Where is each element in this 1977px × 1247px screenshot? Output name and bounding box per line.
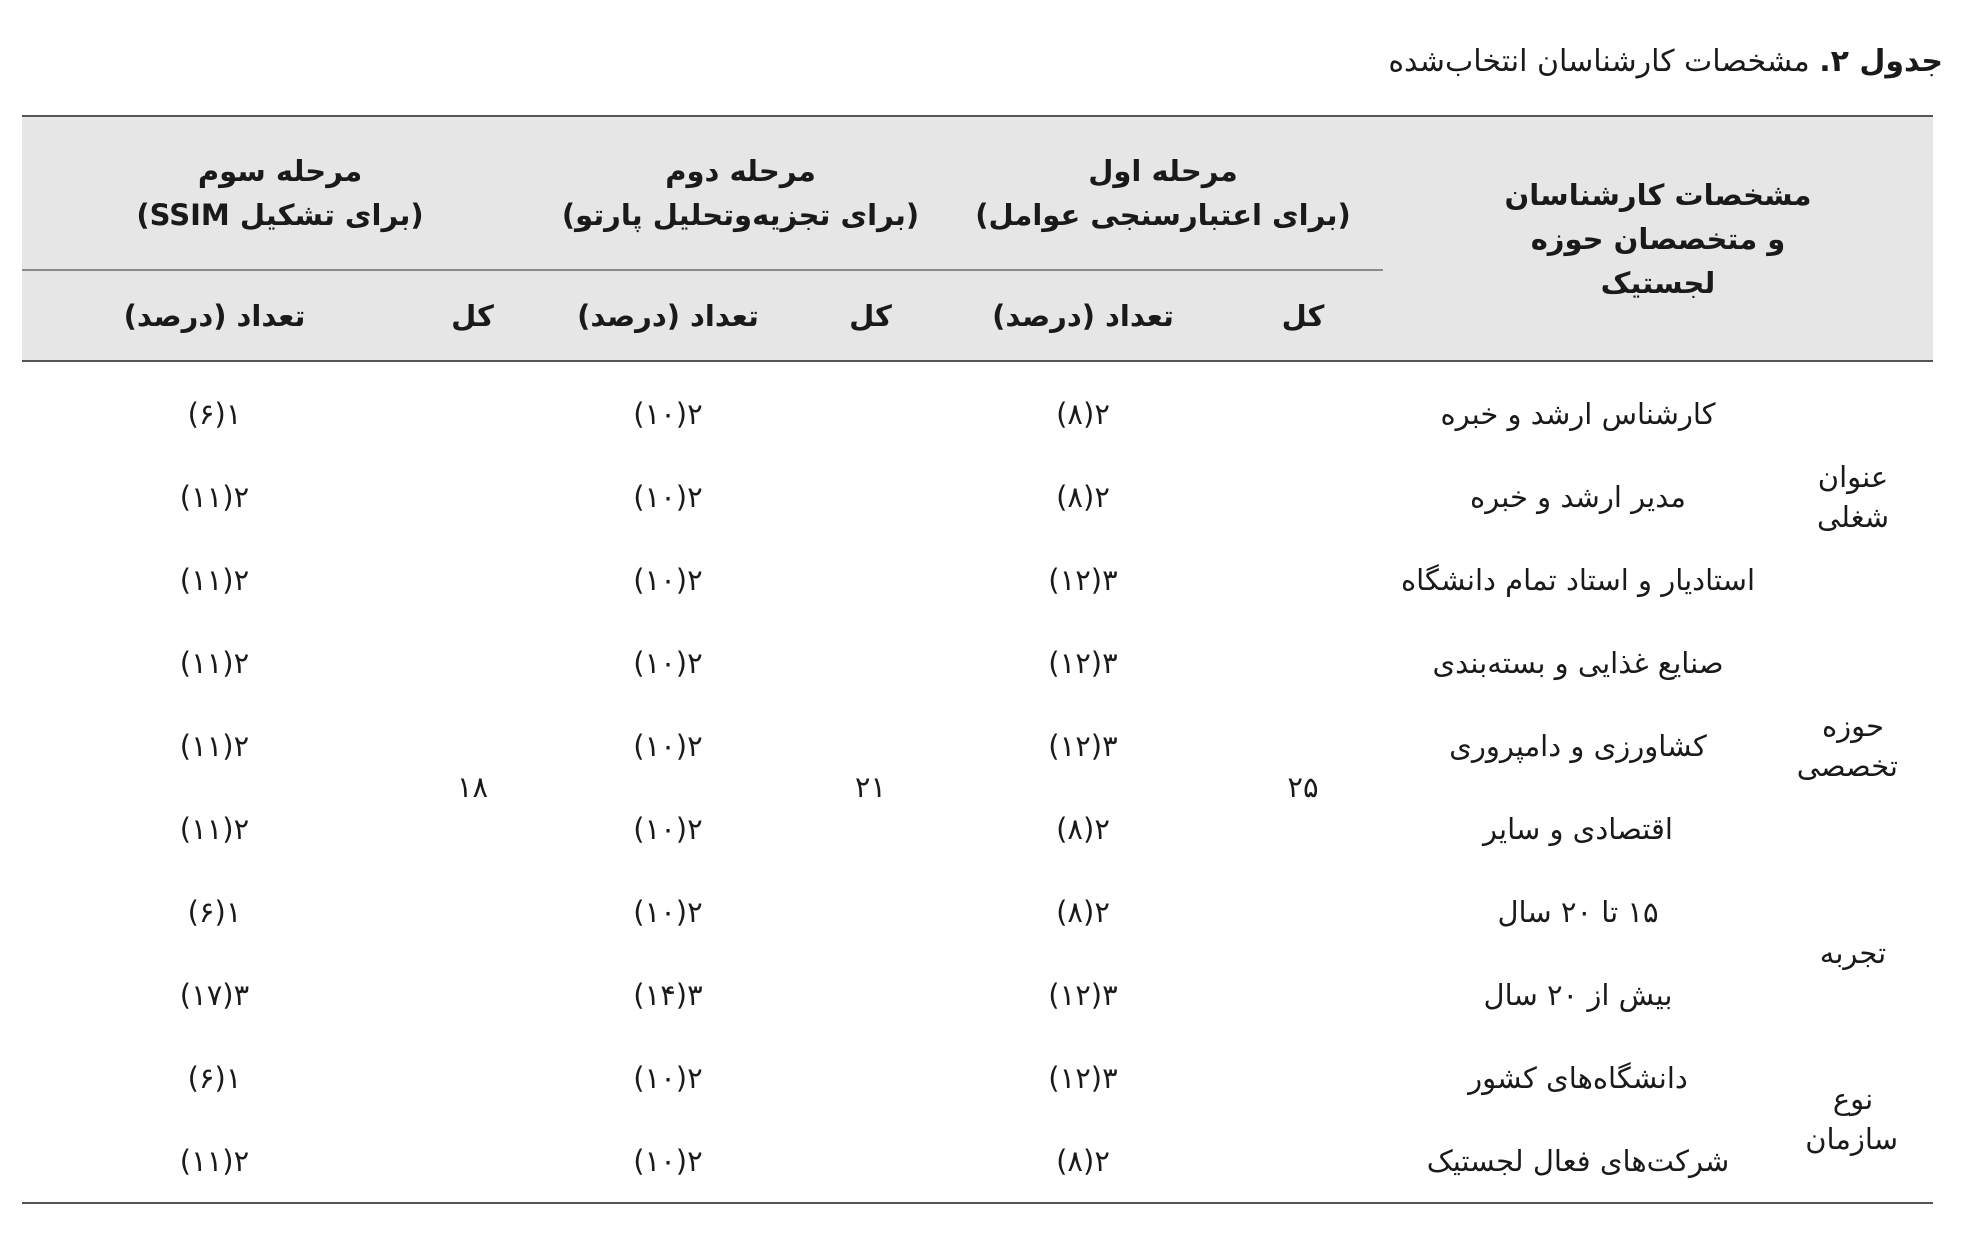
stage-3-count: ۳(۱۷) [179,977,250,1012]
stage-3-total-header: کل [407,270,538,361]
row-item: ۱۵ تا ۲۰ سال [1497,894,1659,929]
category-label: عنوان شغلی [1816,459,1890,534]
stage-2-title: مرحله دوم [665,154,816,188]
table-row [22,1036,1933,1119]
stage-3-count: ۱(۶) [187,1060,242,1095]
stage-1-count: ۳(۱۲) [1048,977,1118,1012]
category-specialty [1773,621,1933,870]
stage-1-total: ۲۵ [1223,361,1383,1203]
stage-3-count-header: تعداد (درصد) [22,270,407,361]
row-item: کشاورزی و دامپروری [1449,728,1707,763]
stage-3-count: ۱(۶) [187,894,242,929]
stage-1-count: ۲(۸) [1056,479,1110,514]
stage-2-count: ۲(۱۰) [633,894,703,929]
row-item: کارشناس ارشد و خبره [1440,396,1716,431]
table-row [22,787,1933,870]
table-row [22,361,1933,455]
stage-3-header [22,116,538,270]
table-caption [443,40,1943,84]
stage-1-count: ۲(۸) [1056,894,1110,929]
stage-1-count: ۳(۱۲) [1048,562,1118,597]
stage-3-count: ۲(۱۱) [179,811,250,846]
stage-1-count: ۲(۸) [943,1119,1223,1203]
category-label: تجربه [1819,936,1887,970]
stage-1-count: ۲(۸) [1056,811,1110,846]
stage-1-total-header: کل [1223,270,1383,361]
category-label: حوزه تخصصی [1796,708,1898,783]
stage-2-count: ۲(۱۰) [633,479,703,514]
caption-text: مشخصات کارشناسان انتخاب‌شده [1388,44,1810,79]
stage-2-header [538,116,943,270]
table-row [22,870,1933,953]
stage-3-count: ۱(۶) [187,396,242,431]
table-row [22,455,1933,538]
stage-3-total: ۱۸ [407,361,538,1203]
stage-1-header [943,116,1383,270]
stage-2-count: ۲(۱۰) [538,1119,798,1203]
caption-label: جدول ۲. [1819,44,1943,79]
stage-1-count: ۳(۱۲) [1048,645,1118,680]
stage-2-subtitle: (برای تجزیه‌وتحلیل پارتو) [561,198,920,232]
stage-2-count: ۲(۱۰) [633,562,703,597]
table-row [22,1119,1933,1203]
stage-2-count-header: تعداد (درصد) [538,270,798,361]
stage-3-count: ۲(۱۱) [179,645,250,680]
stage-2-count: ۲(۱۰) [633,728,703,763]
stage-3-subtitle: (برای تشکیل SSIM) [136,198,424,232]
table-header [22,116,1933,361]
stage-1-subtitle: (برای اعتبارسنجی عوامل) [975,198,1351,232]
stage-1-count: ۳(۱۲) [1048,728,1118,763]
row-item: اقتصادی و سایر [1483,811,1673,846]
table-row [22,953,1933,1036]
table-row [22,538,1933,621]
table-row [22,621,1933,704]
stage-1-count: ۲(۸) [1056,396,1110,431]
category-experience [1773,870,1933,1036]
row-item: استادیار و استاد تمام دانشگاه [1400,562,1756,597]
stage-2-count: ۲(۱۰) [633,396,703,431]
table-body [22,361,1933,1203]
stage-3-title: مرحله سوم [197,154,363,188]
stage-2-total-header: کل [798,270,943,361]
row-item: مدیر ارشد و خبره [1470,479,1686,514]
stage-2-count: ۲(۱۰) [633,1060,703,1095]
stage-2-count: ۲(۱۰) [633,645,703,680]
stage-2-count: ۳(۱۴) [633,977,703,1012]
stage-3-count: ۲(۱۱) [22,1119,407,1203]
category-organization-type [1773,1036,1933,1203]
row-header-text: مشخصات کارشناسان و متخصصان حوزه لجستیک [1504,177,1812,300]
experts-table [22,115,1933,1204]
row-item: شرکت‌های فعال لجستیک [1383,1119,1773,1203]
row-item: صنایع غذایی و بسته‌بندی [1432,645,1724,680]
stage-2-count: ۲(۱۰) [633,811,703,846]
stage-1-count: ۳(۱۲) [1048,1060,1118,1095]
table-row [22,704,1933,787]
stage-3-count: ۲(۱۱) [179,562,250,597]
row-header-cell [1383,116,1933,361]
category-label: نوع سازمان [1805,1082,1898,1156]
stage-1-count-header: تعداد (درصد) [943,270,1223,361]
row-item: دانشگاه‌های کشور [1468,1060,1688,1095]
category-job-title [1773,361,1933,621]
row-item: بیش از ۲۰ سال [1483,977,1673,1012]
stage-1-title: مرحله اول [1088,154,1238,188]
stage-2-total: ۲۱ [798,361,943,1203]
stage-3-count: ۲(۱۱) [179,479,250,514]
stage-3-count: ۲(۱۱) [179,728,250,763]
